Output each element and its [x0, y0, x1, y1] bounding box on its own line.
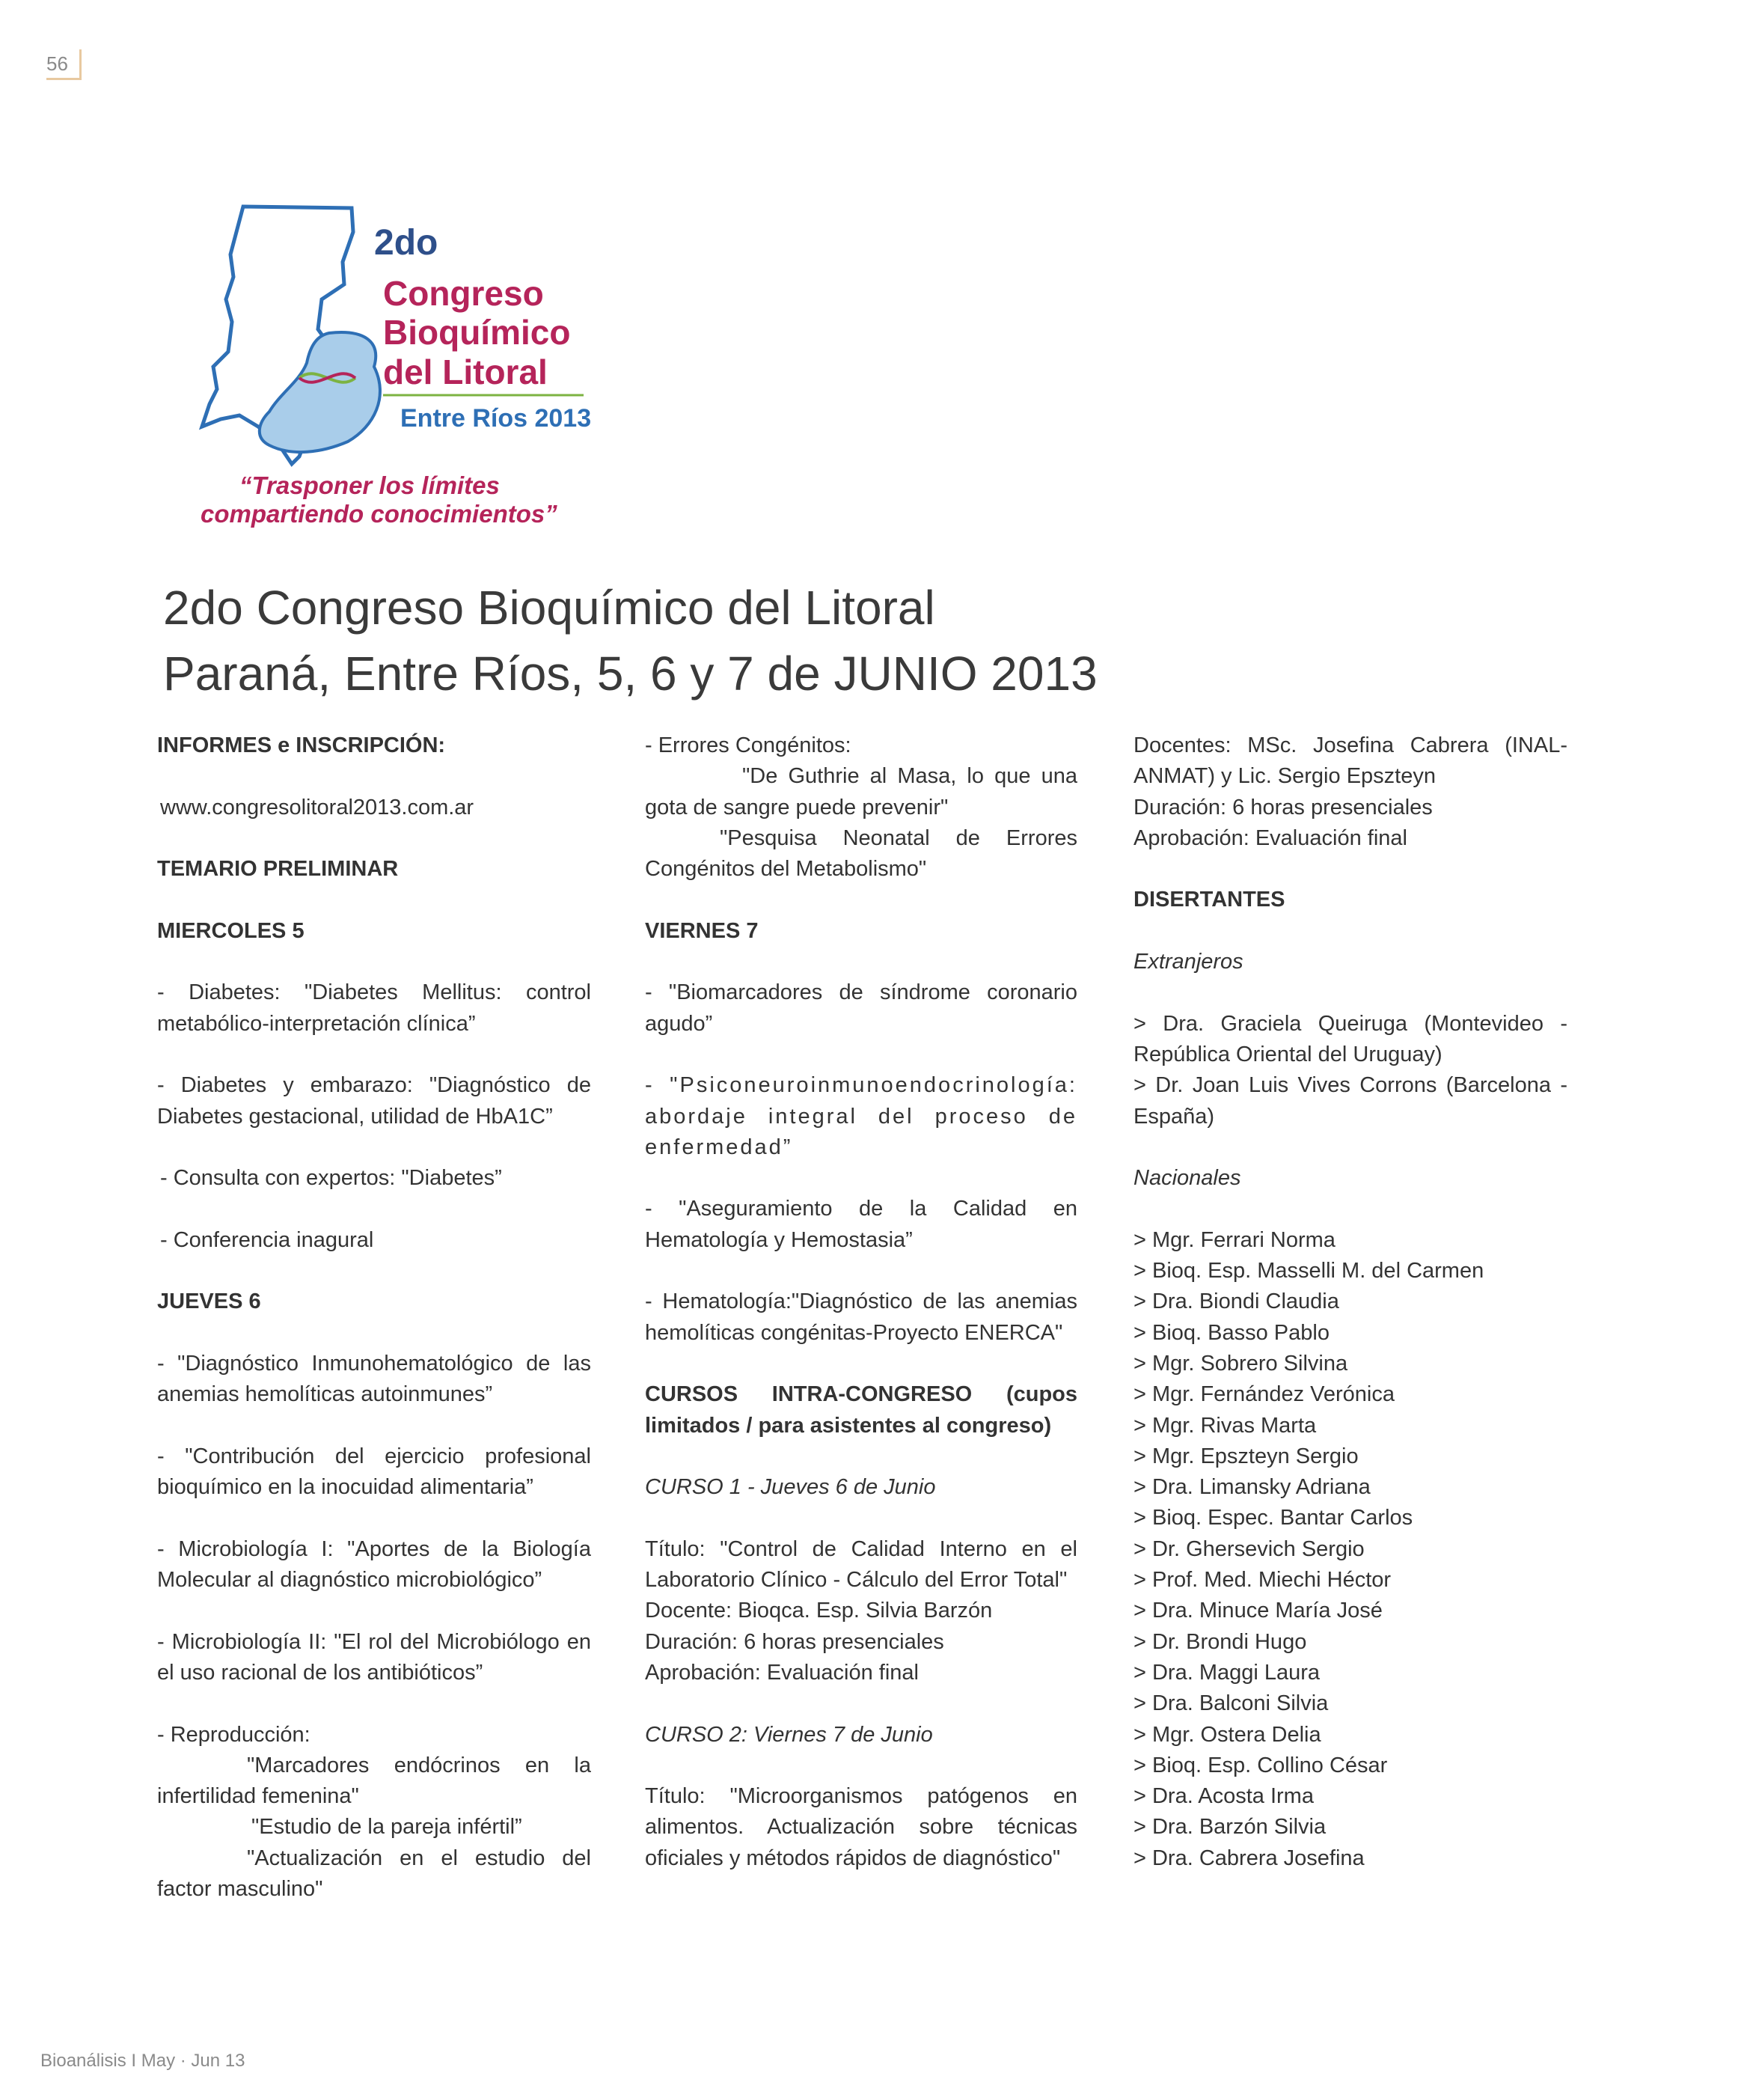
speaker-item: > Dr. Joan Luis Vives Corrons (Barcelona - España) — [1133, 1073, 1567, 1129]
speaker-item: > Mgr. Fernández Verónica — [1133, 1382, 1395, 1407]
column-1 — [157, 730, 591, 1905]
curso1-title: Título: "Control de Calidad Interno en el Laboratorio Clínico - Cálculo del Error Total" — [645, 1536, 1077, 1593]
list-item: - Consulta con expertos: "Diabetes” — [160, 1166, 502, 1191]
speaker-item: > Dra. Minuce María José — [1133, 1599, 1383, 1623]
curso2-duracion: Duración: 6 horas presenciales — [1133, 795, 1433, 819]
speaker-item: > Dra. Barzón Silvia — [1133, 1815, 1327, 1840]
speaker-item: > Dra. Balconi Silvia — [1133, 1691, 1329, 1716]
list-item: - Diabetes: "Diabetes Mellitus: control metabólico-interpretación clínica” — [157, 980, 591, 1036]
curso2-docentes: Docentes: MSc. Josefina Cabrera (INAL-ANMAT) y Lic. Sergio Epszteyn — [1133, 733, 1567, 789]
logo-line2: Bioquímico — [383, 313, 571, 352]
speaker-item: > Bioq. Basso Pablo — [1133, 1320, 1330, 1345]
speaker-item: > Mgr. Rivas Marta — [1133, 1413, 1317, 1438]
column-3 — [1133, 730, 1567, 1874]
nacionales-heading: Nacionales — [1133, 1166, 1241, 1191]
speaker-item: > Dra. Biondi Claudia — [1133, 1289, 1339, 1314]
curso2-title: Título: "Microorganismos patógenos en alimentos. Actualización sobre técnicas oficiales y métodos rápidos de diagnóstico" — [645, 1784, 1077, 1870]
list-item: - Reproducción: — [157, 1722, 310, 1747]
page-title — [163, 575, 1510, 706]
column-2 — [645, 730, 1077, 1874]
list-item: - "Diagnóstico Inmunohematológico de las anemias hemolíticas autoinmunes” — [157, 1351, 591, 1407]
logo-slogan1: “Trasponer los límites — [239, 471, 500, 499]
list-item: - Conferencia inagural — [160, 1227, 374, 1252]
viernes-heading: VIERNES 7 — [645, 918, 759, 943]
list-item: - "Biomarcadores de síndrome coronario agudo” — [645, 980, 1077, 1036]
list-item: - "Aseguramiento de la Calidad en Hematología y Hemostasia” — [645, 1197, 1077, 1252]
speaker-item: > Dra. Cabrera Josefina — [1133, 1846, 1365, 1870]
list-subitem: "De Guthrie al Masa, lo que una gota de sangre puede prevenir" — [645, 764, 1077, 819]
title-line1: 2do Congreso Bioquímico del Litoral — [163, 581, 935, 635]
logo-line1: Congreso — [383, 274, 544, 313]
speaker-item: > Dra. Limansky Adriana — [1133, 1475, 1371, 1500]
speaker-item: > Mgr. Epszteyn Sergio — [1133, 1444, 1359, 1468]
title-line2: Paraná, Entre Ríos, 5, 6 y 7 de JUNIO 2013 — [163, 647, 1098, 700]
page-number: 56 — [46, 49, 82, 80]
list-item: - "Contribución del ejercicio profesional bioquímico en la inocuidad alimentaria” — [157, 1444, 591, 1500]
logo-superscript: 2do — [374, 223, 438, 263]
list-subitem: "Marcadores endócrinos en la infertilidad femenina" — [157, 1753, 591, 1809]
curso1-heading: CURSO 1 - Jueves 6 de Junio — [645, 1475, 936, 1500]
list-item: - Diabetes y embarazo: "Diagnóstico de Diabetes gestacional, utilidad de HbA1C” — [157, 1073, 591, 1129]
speaker-item: > Bioq. Espec. Bantar Carlos — [1133, 1506, 1413, 1530]
temario-heading: TEMARIO PRELIMINAR — [157, 857, 399, 882]
list-subitem: "Actualización en el estudio del factor masculino" — [157, 1846, 591, 1901]
curso2-aprobacion: Aprobación: Evaluación final — [1133, 825, 1407, 850]
speaker-item: > Dr. Brondi Hugo — [1133, 1629, 1307, 1654]
list-item: - Hematología:"Diagnóstico de las anemias hemolíticas congénitas-Proyecto ENERCA" — [645, 1289, 1077, 1345]
speaker-item: > Dr. Ghersevich Sergio — [1133, 1536, 1365, 1561]
jueves-heading: JUEVES 6 — [157, 1289, 261, 1314]
congress-logo — [187, 202, 591, 546]
informes-heading: INFORMES e INSCRIPCIÓN: — [157, 733, 446, 757]
list-item: - Errores Congénitos: — [645, 733, 851, 757]
map-region-icon — [260, 332, 380, 452]
footer-text: Bioanálisis I May · Jun 13 — [40, 2051, 245, 2071]
speaker-item: > Mgr. Ostera Delia — [1133, 1722, 1321, 1747]
speaker-item: > Dra. Acosta Irma — [1133, 1784, 1314, 1809]
speaker-item: > Bioq. Esp. Masselli M. del Carmen — [1133, 1259, 1484, 1283]
logo-line3: del Litoral — [383, 352, 548, 391]
extranjeros-heading: Extranjeros — [1133, 950, 1243, 974]
speaker-item: > Dra. Maggi Laura — [1133, 1660, 1321, 1685]
speaker-item: > Mgr. Sobrero Silvina — [1133, 1351, 1348, 1376]
curso1-docente: Docente: Bioqca. Esp. Silvia Barzón — [645, 1599, 993, 1623]
curso2-heading: CURSO 2: Viernes 7 de Junio — [645, 1722, 933, 1747]
miercoles-heading: MIERCOLES 5 — [157, 918, 305, 943]
speaker-item: > Mgr. Ferrari Norma — [1133, 1227, 1336, 1252]
curso1-duracion: Duración: 6 horas presenciales — [645, 1629, 944, 1654]
logo-slogan2: compartiendo conocimientos” — [201, 500, 557, 528]
logo-line4: Entre Ríos 2013 — [400, 404, 591, 433]
list-item: - "Psiconeuroinmunoendocrinología: abordaje integral del proceso de enfermedad” — [645, 1073, 1077, 1159]
cursos-heading: CURSOS INTRA-CONGRESO (cupos limitados / para asistentes al congreso) — [645, 1382, 1077, 1438]
disertantes-heading: DISERTANTES — [1133, 888, 1285, 912]
curso1-aprobacion: Aprobación: Evaluación final — [645, 1660, 919, 1685]
list-item: - Microbiología I: "Aportes de la Biología Molecular al diagnóstico microbiológico” — [157, 1536, 591, 1593]
list-subitem: "Pesquisa Neonatal de Errores Congénitos del Metabolismo" — [645, 825, 1077, 882]
list-subitem: "Estudio de la pareja infértil” — [251, 1815, 522, 1840]
list-item: - Microbiología II: "El rol del Microbiólogo en el uso racional de los antibióticos” — [157, 1629, 591, 1685]
congress-url: www.congresolitoral2013.com.ar — [160, 795, 474, 819]
speaker-item: > Bioq. Esp. Collino César — [1133, 1753, 1388, 1777]
speaker-item: > Dra. Graciela Queiruga (Montevideo - República Oriental del Uruguay) — [1133, 1011, 1567, 1066]
speaker-item: > Prof. Med. Miechi Héctor — [1133, 1568, 1392, 1593]
